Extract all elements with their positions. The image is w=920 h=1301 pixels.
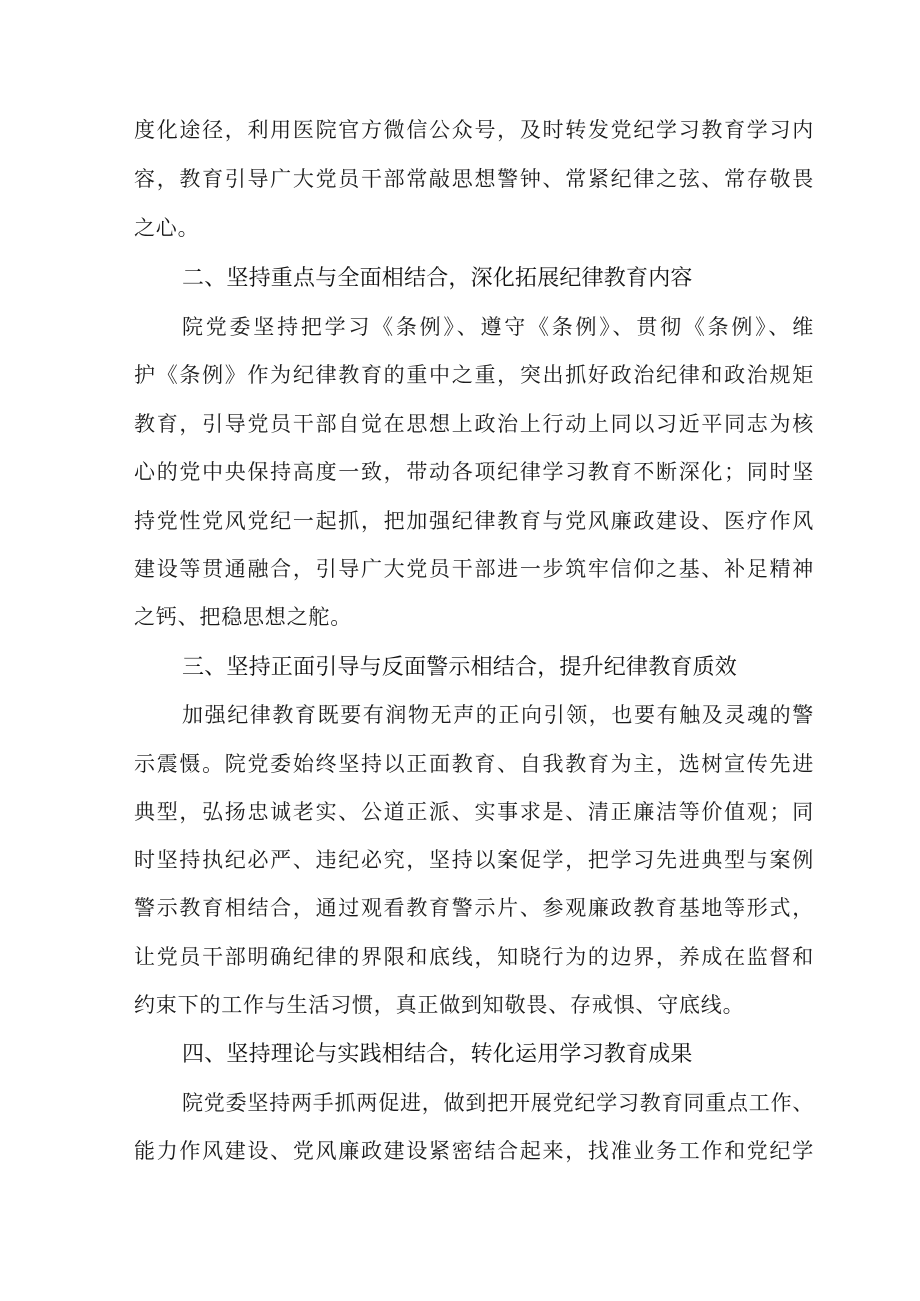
paragraph-line: 示震慑。院党委始终坚持以正面教育、自我教育为主，选树宣传先进 — [134, 752, 814, 776]
paragraph-line: 度化途径，利用医院官方微信公众号，及时转发党纪学习教育学习内 — [134, 118, 814, 142]
paragraph-line: 容，教育引导广大党员干部常敲思想警钟、常紧纪律之弦、常存敬畏 — [134, 167, 814, 191]
paragraph-line: 约束下的工作与生活习惯，真正做到知敬畏、存戒惧、守底线。 — [134, 993, 745, 1017]
paragraph-line: 时坚持执纪必严、违纪必究，坚持以案促学，把学习先进典型与案例 — [134, 848, 814, 872]
paragraph-line: 院党委坚持把学习《条例》、遵守《条例》、贯彻《条例》、维 — [182, 315, 814, 339]
section-heading: 四、坚持理论与实践相结合，转化运用学习教育成果 — [182, 1042, 693, 1067]
section-heading: 二、坚持重点与全面相结合，深化拓展纪律教育内容 — [182, 266, 693, 291]
paragraph-line: 之心。 — [134, 216, 200, 240]
paragraph-line: 典型，弘扬忠诚老实、公道正派、实事求是、清正廉洁等价值观；同 — [134, 800, 814, 824]
paragraph-line: 护《条例》作为纪律教育的重中之重，突出抓好政治纪律和政治规矩 — [134, 363, 814, 387]
paragraph-line: 之钙、把稳思想之舵。 — [134, 605, 352, 629]
paragraph-line: 警示教育相结合，通过观看教育警示片、参观廉政教育基地等形式， — [134, 896, 814, 920]
paragraph-line: 加强纪律教育既要有润物无声的正向引领，也要有触及灵魂的警 — [182, 703, 814, 727]
section-heading: 三、坚持正面引导与反面警示相结合，提升纪律教育质效 — [182, 655, 738, 680]
paragraph-line: 院党委坚持两手抓两促进，做到把开展党纪学习教育同重点工作、 — [182, 1091, 815, 1115]
paragraph-line: 心的党中央保持高度一致，带动各项纪律学习教育不断深化；同时坚 — [134, 460, 814, 484]
paragraph-line: 能力作风建设、党风廉政建设紧密结合起来，找准业务工作和党纪学 — [134, 1139, 814, 1163]
paragraph-line: 持党性党风党纪一起抓，把加强纪律教育与党风廉政建设、医疗作风 — [134, 509, 814, 533]
paragraph-line: 让党员干部明确纪律的界限和底线，知晓行为的边界，养成在监督和 — [134, 945, 814, 969]
paragraph-line: 教育，引导党员干部自觉在思想上政治上行动上同以习近平同志为核 — [134, 412, 814, 436]
paragraph-line: 建设等贯通融合，引导广大党员干部进一步筑牢信仰之基、补足精神 — [134, 557, 814, 581]
